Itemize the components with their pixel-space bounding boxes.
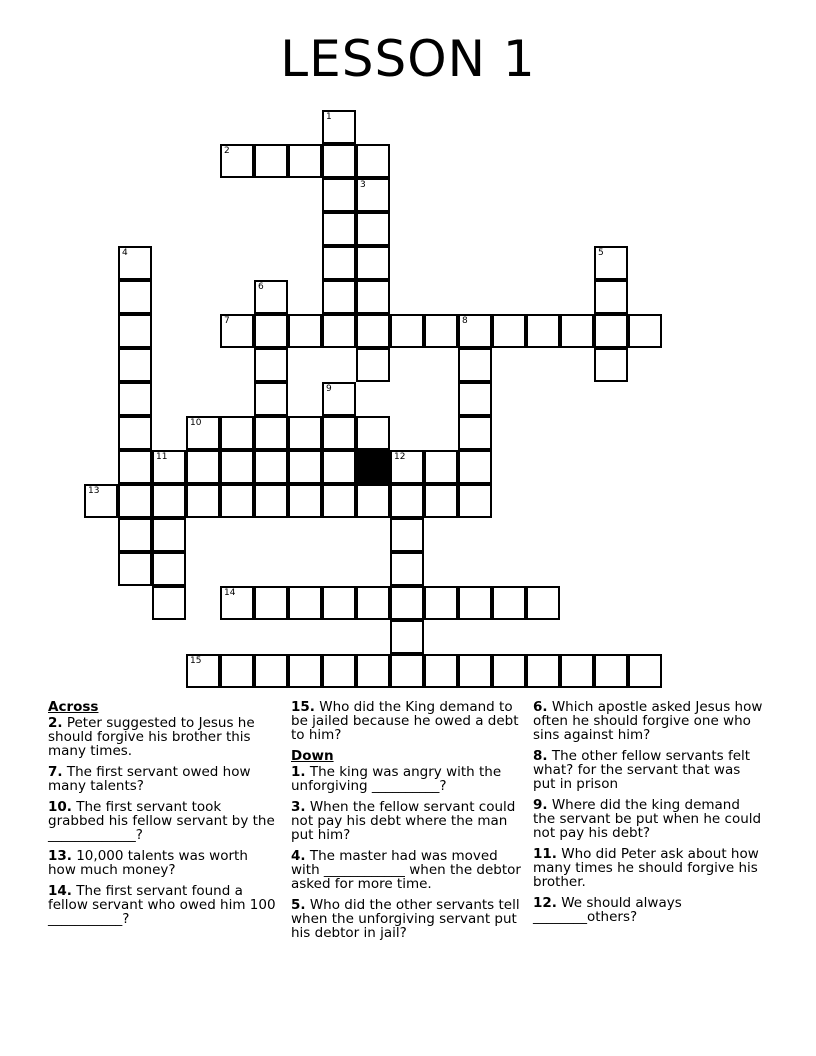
cell-number: 3: [360, 180, 366, 190]
clues-column-3: [533, 700, 765, 931]
crossword-cell[interactable]: [356, 416, 390, 450]
clue-across-14: 14. The first servant found a fellow servant who owed him 100 ___________?: [48, 883, 276, 927]
page-title: LESSON 1: [280, 30, 536, 88]
crossword-block: [356, 450, 390, 484]
cell-number: 7: [224, 316, 230, 326]
crossword-cell[interactable]: [220, 484, 254, 518]
cell-number: 5: [598, 248, 604, 258]
clue-across-13: 13. 10,000 talents was worth how much money?: [48, 848, 248, 878]
crossword-cell[interactable]: [322, 144, 356, 178]
crossword-cell[interactable]: [254, 144, 288, 178]
crossword-cell[interactable]: [220, 144, 254, 178]
crossword-cell[interactable]: [322, 246, 356, 280]
cell-number: 4: [122, 248, 128, 258]
crossword-cell[interactable]: [152, 552, 186, 586]
crossword-cell[interactable]: [322, 416, 356, 450]
crossword-cell[interactable]: [356, 144, 390, 178]
clue-down-4: 4. The master had was moved with ____________ when the debtor asked for more time.: [291, 848, 521, 892]
crossword-cell[interactable]: [458, 348, 492, 382]
crossword-cell[interactable]: [254, 450, 288, 484]
crossword-cell[interactable]: [288, 314, 322, 348]
crossword-cell[interactable]: [560, 654, 594, 688]
clue-across-15: 15. Who did the King demand to be jailed because he owed a debt to him?: [291, 699, 519, 743]
crossword-cell[interactable]: [220, 416, 254, 450]
crossword-cell[interactable]: [152, 586, 186, 620]
crossword-cell[interactable]: [390, 620, 424, 654]
crossword-cell[interactable]: [84, 484, 118, 518]
crossword-cell[interactable]: [322, 212, 356, 246]
crossword-cell[interactable]: [594, 654, 628, 688]
crossword-cell[interactable]: [356, 484, 390, 518]
crossword-cell[interactable]: [424, 450, 458, 484]
crossword-cell[interactable]: [118, 382, 152, 416]
crossword-cell[interactable]: [356, 654, 390, 688]
cell-number: 6: [258, 282, 264, 292]
clue-across-2: 2. Peter suggested to Jesus he should forgive his brother this many times.: [48, 715, 255, 759]
crossword-cell[interactable]: [118, 280, 152, 314]
crossword-cell[interactable]: [220, 654, 254, 688]
crossword-cell[interactable]: [492, 314, 526, 348]
crossword-cell[interactable]: [458, 314, 492, 348]
crossword-cell[interactable]: [322, 382, 356, 416]
crossword-cell[interactable]: [458, 416, 492, 450]
crossword-cell[interactable]: [186, 654, 220, 688]
cell-number: 13: [88, 486, 100, 496]
crossword-cell[interactable]: [118, 314, 152, 348]
crossword-cell[interactable]: [118, 416, 152, 450]
crossword-cell[interactable]: [458, 382, 492, 416]
crossword-cell[interactable]: [322, 586, 356, 620]
crossword-cell[interactable]: [356, 212, 390, 246]
crossword-cell[interactable]: [526, 314, 560, 348]
crossword-cell[interactable]: [390, 654, 424, 688]
clue-down-12: 12. We should always ________others?: [533, 895, 682, 925]
crossword-cell[interactable]: [390, 552, 424, 586]
crossword-cell[interactable]: [594, 348, 628, 382]
clue-down-9: 9. Where did the king demand the servant be put when he could not pay his debt?: [533, 797, 762, 841]
clue-down-11: 11. Who did Peter ask about how many times he should forgive his brother.: [533, 846, 759, 890]
crossword-cell[interactable]: [254, 314, 288, 348]
crossword-cell[interactable]: [322, 314, 356, 348]
crossword-cell[interactable]: [254, 348, 288, 382]
crossword-cell[interactable]: [322, 280, 356, 314]
crossword-cell[interactable]: [186, 484, 220, 518]
crossword-cell[interactable]: [458, 450, 492, 484]
clue-down-3: 3. When the fellow servant could not pay his debt where the man put him?: [291, 799, 516, 843]
crossword-cell[interactable]: [254, 280, 288, 314]
crossword-cell[interactable]: [356, 178, 390, 212]
cell-number: 15: [190, 656, 202, 666]
crossword-cell[interactable]: [594, 280, 628, 314]
cell-number: 12: [394, 452, 406, 462]
crossword-cell[interactable]: [356, 314, 390, 348]
crossword-cell[interactable]: [254, 382, 288, 416]
crossword-cell[interactable]: [186, 416, 220, 450]
crossword-cell[interactable]: [288, 416, 322, 450]
crossword-cell[interactable]: [458, 484, 492, 518]
crossword-cell[interactable]: [526, 586, 560, 620]
cell-number: 11: [156, 452, 168, 462]
crossword-cell[interactable]: [424, 314, 458, 348]
crossword-cell[interactable]: [390, 518, 424, 552]
crossword-cell[interactable]: [458, 586, 492, 620]
across-heading: Across: [48, 699, 99, 715]
crossword-cell[interactable]: [356, 246, 390, 280]
crossword-cell[interactable]: [118, 348, 152, 382]
crossword-cell[interactable]: [288, 144, 322, 178]
crossword-cell[interactable]: [526, 654, 560, 688]
crossword-cell[interactable]: [390, 586, 424, 620]
crossword-cell[interactable]: [322, 178, 356, 212]
crossword-cell[interactable]: [424, 484, 458, 518]
crossword-cell[interactable]: [356, 348, 390, 382]
crossword-cell[interactable]: [220, 314, 254, 348]
crossword-cell[interactable]: [254, 416, 288, 450]
crossword-cell[interactable]: [458, 654, 492, 688]
crossword-cell[interactable]: [492, 586, 526, 620]
crossword-cell[interactable]: [152, 518, 186, 552]
crossword-cell[interactable]: [390, 450, 424, 484]
crossword-cell[interactable]: [254, 586, 288, 620]
crossword-cell[interactable]: [322, 450, 356, 484]
crossword-cell[interactable]: [288, 484, 322, 518]
clue-down-5: 5. Who did the other servants tell when the unforgiving servant put his debtor in jail?: [291, 897, 520, 941]
clue-down-1: 1. The king was angry with the unforgiving __________?: [291, 764, 502, 794]
crossword-cell[interactable]: [322, 110, 356, 144]
cell-number: 2: [224, 146, 230, 156]
crossword-cell[interactable]: [560, 314, 594, 348]
crossword-cell[interactable]: [628, 654, 662, 688]
clue-down-8: 8. The other fellow servants felt what? for the servant that was put in prison: [533, 748, 751, 792]
crossword-cell[interactable]: [322, 484, 356, 518]
crossword-cell[interactable]: [492, 654, 526, 688]
crossword-cell[interactable]: [322, 654, 356, 688]
crossword-cell[interactable]: [186, 450, 220, 484]
crossword-cell[interactable]: [254, 654, 288, 688]
crossword-cell[interactable]: [220, 450, 254, 484]
crossword-cell[interactable]: [356, 586, 390, 620]
down-heading: Down: [291, 748, 334, 764]
crossword-cell[interactable]: [152, 484, 186, 518]
crossword-cell[interactable]: [118, 484, 152, 518]
cell-number: 9: [326, 384, 332, 394]
crossword-cell[interactable]: [628, 314, 662, 348]
crossword-cell[interactable]: [594, 314, 628, 348]
crossword-cell[interactable]: [424, 654, 458, 688]
crossword-cell[interactable]: [118, 450, 152, 484]
clues-column-2: [291, 700, 523, 947]
crossword-cell[interactable]: [288, 450, 322, 484]
clues-column-1: [48, 700, 280, 933]
crossword-cell[interactable]: [424, 586, 458, 620]
crossword-cell[interactable]: [288, 586, 322, 620]
crossword-cell[interactable]: [594, 246, 628, 280]
clue-across-10: 10. The first servant took grabbed his fellow servant by the _____________?: [48, 799, 275, 843]
clue-across-7: 7. The first servant owed how many talents?: [48, 764, 251, 794]
crossword-cell[interactable]: [288, 654, 322, 688]
crossword-cell[interactable]: [254, 484, 288, 518]
crossword-cell[interactable]: [118, 552, 152, 586]
crossword-cell[interactable]: [118, 518, 152, 552]
clue-down-6: 6. Which apostle asked Jesus how often he should forgive one who sins against him?: [533, 699, 763, 743]
cell-number: 10: [190, 418, 202, 428]
crossword-cell[interactable]: [152, 450, 186, 484]
crossword-cell[interactable]: [390, 484, 424, 518]
crossword-cell[interactable]: [220, 586, 254, 620]
crossword-cell[interactable]: [390, 314, 424, 348]
cell-number: 14: [224, 588, 236, 598]
cell-number: 8: [462, 316, 468, 326]
cell-number: 1: [326, 112, 332, 122]
crossword-cell[interactable]: [356, 280, 390, 314]
crossword-cell[interactable]: [118, 246, 152, 280]
